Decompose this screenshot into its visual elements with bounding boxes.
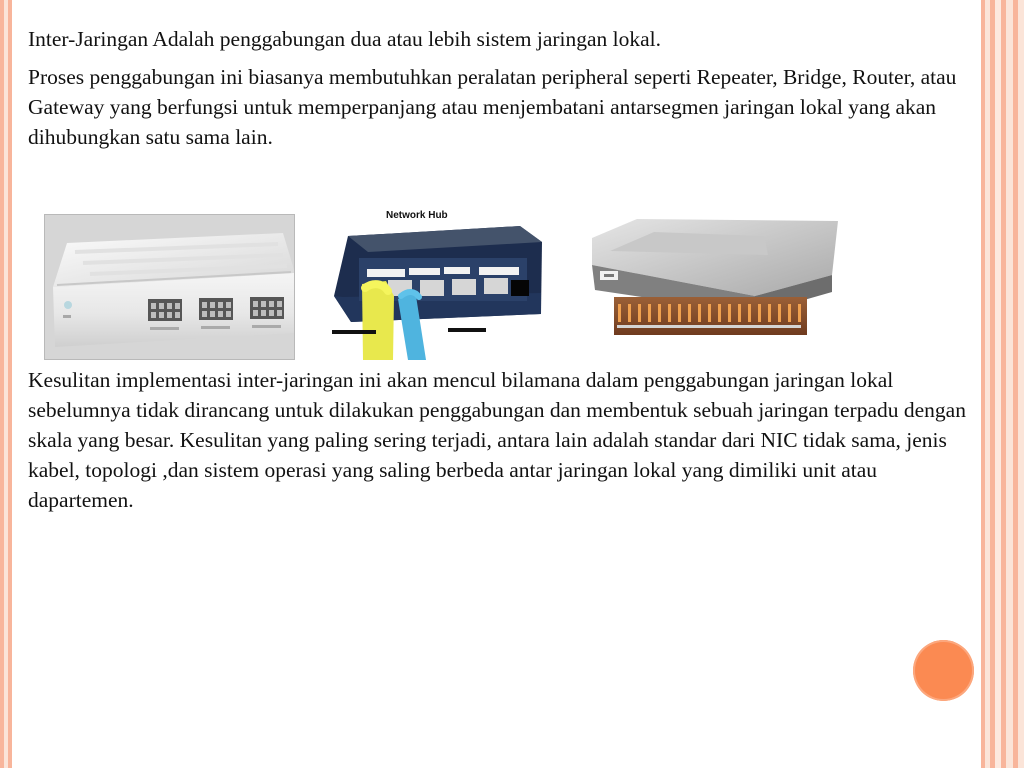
- network-switch-icon: [45, 215, 295, 360]
- orange-circle-decoration: [913, 640, 974, 701]
- router-icon: [592, 213, 838, 359]
- network-hub-icon: [328, 198, 548, 360]
- left-decorative-border: [0, 0, 12, 768]
- network-hub-caption: Network Hub: [386, 210, 448, 221]
- paragraph-inter-jaringan-definition: Inter-Jaringan Adalah penggabungan dua atau lebih sistem jaringan lokal.: [28, 27, 662, 51]
- paragraph-implementation-difficulties: Kesulitan implementasi inter-jaringan ini akan mencul bilamana dalam penggabungan jaringan lokal sebelumnya tidak dirancang untuk dilakukan penggabungan dan membentuk sebuah jaringan terpadu dengan skala yang besar. Kesulitan yang paling sering terjadi, antara lain adalah standar dari NIC tidak sama, jenis kabel, topologi ,dan sistem operasi yang saling berbeda antar jaringan lokal yang dimiliki unit atau dapartemen.: [28, 368, 966, 512]
- router-image: [592, 213, 838, 359]
- network-hub-image: [328, 198, 548, 360]
- paragraph-network-peripherals: Proses penggabungan ini biasanya membutuhkan peralatan peripheral seperti Repeater, Bridge, Router, atau Gateway yang berfungsi untuk memperpanjang atau menjembatani antarsegmen jaringan lokal yang akan dihubungkan satu sama lain.: [28, 65, 957, 149]
- network-switch-image: [44, 214, 295, 360]
- right-decorative-border: [978, 0, 1024, 768]
- network-device-images: [44, 198, 844, 363]
